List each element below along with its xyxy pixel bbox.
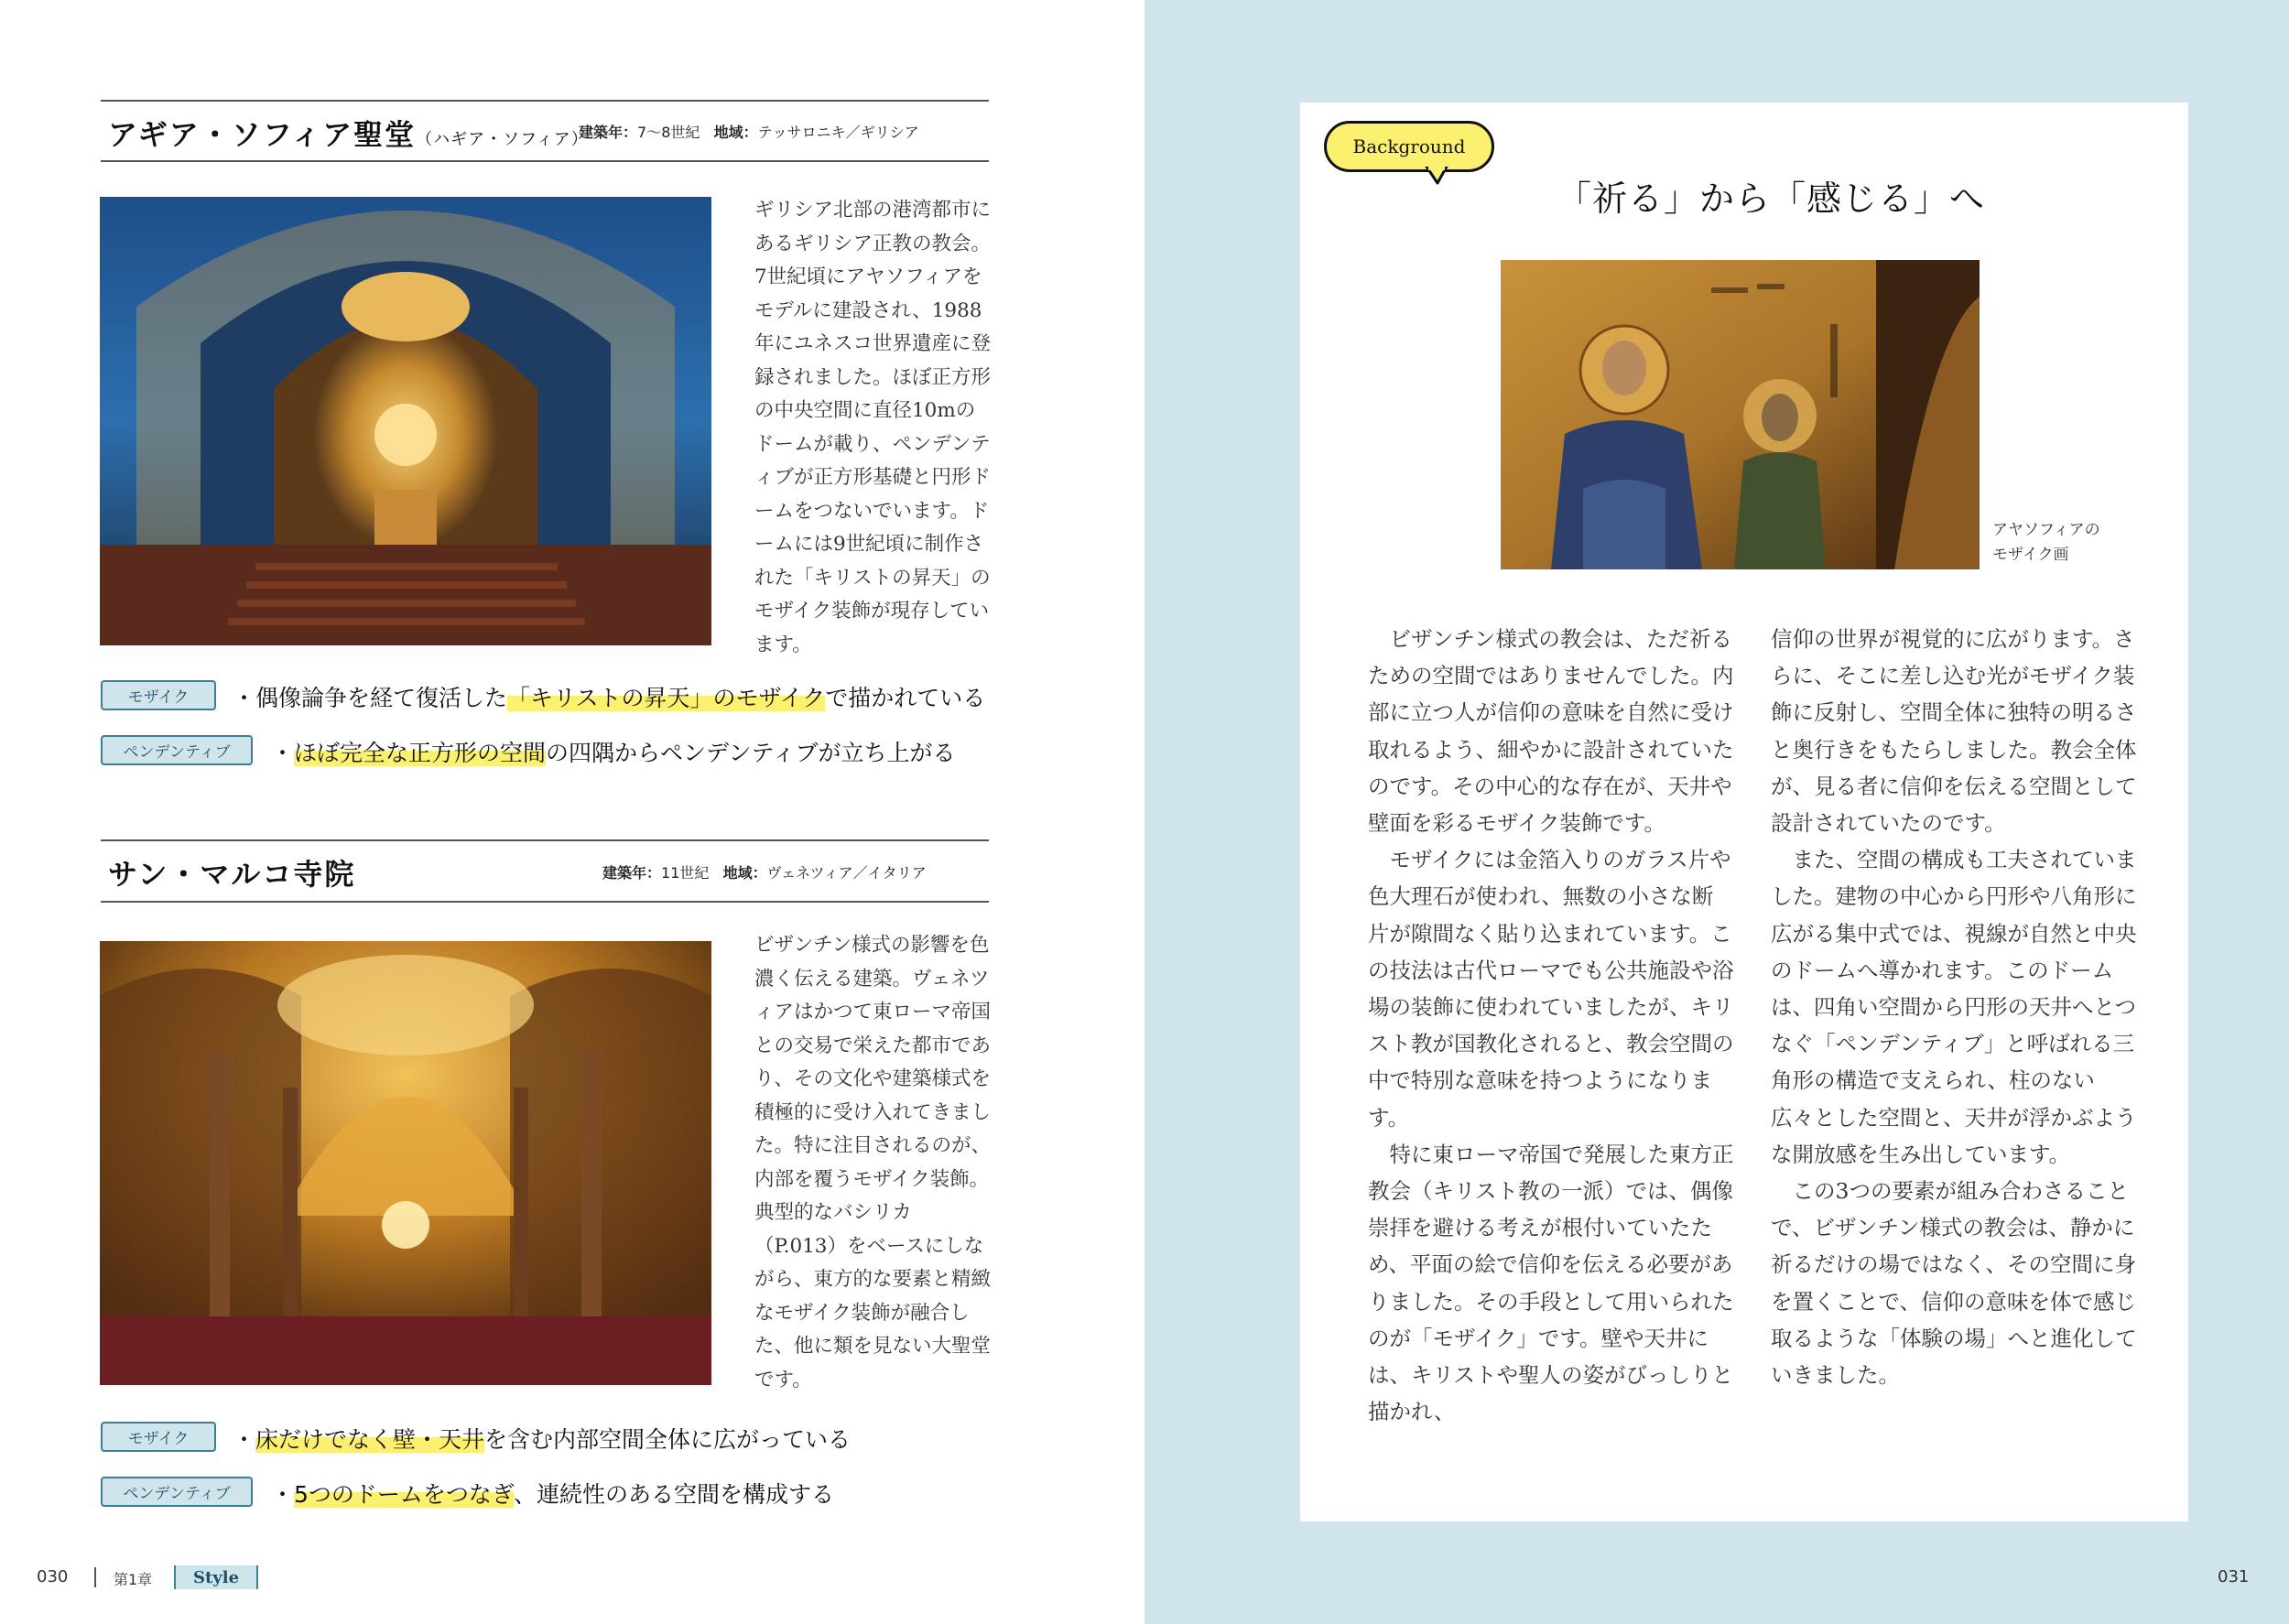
section-meta	[602, 861, 927, 882]
point-highlight: 5つのドームをつなぎ	[294, 1481, 514, 1508]
meta-year-label: 建築年：	[602, 864, 662, 882]
page-number-left: 030	[37, 1567, 69, 1586]
point-text: 、連続性のある空間を構成する	[513, 1481, 834, 1508]
point-highlight: 「キリストの昇天」のモザイク	[507, 685, 826, 711]
title-text: サン・マルコ寺院	[108, 857, 356, 892]
title-text: アギア・ソフィア聖堂	[108, 117, 417, 152]
tag-mosaic: モザイク	[101, 1422, 216, 1452]
essay-paragraph: ビザンチン様式の教会は、ただ祈るための空間ではありませんでした。内部に立つ人が信仰の意味を自然に受け取れるよう、細やかに設計されていたのです。その中心的な存在が、天井や壁面を彩るモザイク装飾です。	[1368, 626, 1734, 837]
section-title	[108, 112, 589, 154]
section-bottom-rule	[101, 901, 989, 903]
point-pendentive	[271, 735, 956, 768]
section-body: ビザンチン様式の影響を色濃く伝える建築。ヴェネツィアはかつて東ローマ帝国との交易で栄えた都市であり、その文化や建築様式を積極的に受け入れてきました。特に注目されるのが、内部を覆うモザイク装飾。典型的なバシリカ（P.013）をベースにしながら、東方的な要素と精緻なモザイク装飾が融合した、他に類を見ない大聖堂です。	[754, 934, 992, 1391]
point-text: ・	[271, 1481, 295, 1508]
page-number-right: 031	[2218, 1567, 2250, 1586]
point-text: の四隅からペンデンティブが立ち上がる	[546, 740, 956, 766]
caption-line: モザイク画	[1992, 546, 2069, 564]
meta-region-label: 地域：	[722, 864, 767, 882]
meta-region-label: 地域：	[713, 124, 758, 141]
essay-paragraph: 信仰の世界が視覚的に広がります。さらに、そこに差し込む光がモザイク装飾に反射し、空間全体に独特の明るさと奥行きをもたらしました。教会全体が、見る者に信仰を伝える空間として設計されていたのです。	[1771, 626, 2137, 837]
point-text: ・	[233, 1426, 256, 1453]
tag-pendentive: ペンデンティブ	[101, 1477, 253, 1507]
chapter-label: 第1章	[114, 1571, 153, 1588]
meta-year-label: 建築年：	[579, 124, 638, 141]
title-subtitle: （ハギア・ソフィア）	[416, 130, 589, 149]
point-highlight: 床だけでなく壁・天井	[255, 1426, 485, 1453]
section-body: ギリシア北部の港湾都市にあるギリシア正教の教会。7世紀頃にアヤソフィアをモデルに建設され、1988年にユネスコ世界遺産に登録されました。ほぼ正方形の中央空間に直径10mのドームが載り、ペンデンティブが正方形基礎と円形ドームをつないでいます。ドームには9世紀頃に制作された「キリストの昇天」のモザイク装飾が現存しています。	[754, 199, 992, 656]
essay-paragraph: また、空間の構成も工夫されていました。建物の中心から円形や八角形に広がる集中式では、視線が自然と中央のドームへ導かれます。このドームは、四角い空間から円形の天井へとつなぐ「ペンデンティブ」と呼ばれる三角形の構造で支えられ、柱のない広々とした空間と、天井が浮かぶような開放感を生み出しています。	[1771, 847, 2137, 1167]
point-text: ・偶像論争を経て復活した	[233, 685, 508, 711]
meta-year: 7〜8世紀	[637, 124, 700, 141]
tag-pendentive: ペンデンティブ	[101, 735, 253, 765]
badge-tail	[1425, 167, 1461, 185]
point-pendentive	[271, 1477, 834, 1510]
background-heading: 「祈る」から「感じる」へ	[1557, 179, 1986, 219]
caption-line: アヤソフィアの	[1992, 521, 2100, 539]
essay-column-2	[1771, 621, 2137, 1393]
photo-caption	[1992, 518, 2100, 568]
point-text: を含む内部空間全体に広がっている	[484, 1426, 852, 1453]
essay-paragraph: この3つの要素が組み合わさることで、ビザンチン様式の教会は、静かに祈るだけの場ではなく、その空間に身を置くことで、信仰の意味を体で感じ取るような「体験の場」へと進化していきました。	[1771, 1178, 2137, 1389]
background-badge: Background	[1324, 121, 1494, 172]
section-meta	[579, 121, 919, 142]
section-title	[108, 851, 355, 893]
folio-divider	[94, 1567, 96, 1587]
essay-paragraph: 特に東ローマ帝国で発展した東方正教会（キリスト教の一派）では、偶像崇拝を避ける考えが根付いていたため、平面の絵で信仰を伝える必要がありました。その手段として用いられたのが「モザイク」です。壁や天井には、キリストや聖人の姿がびっしりと描かれ、	[1368, 1141, 1734, 1425]
point-mosaic	[233, 680, 985, 713]
section-bottom-rule	[101, 160, 989, 162]
meta-region: テッサロニキ／ギリシア	[757, 124, 919, 141]
san-marco-photo	[100, 941, 711, 1385]
essay-column-1	[1368, 621, 1734, 1430]
meta-region: ヴェネツィア／イタリア	[766, 864, 927, 882]
section-top-rule	[101, 839, 989, 841]
section-top-rule	[101, 100, 989, 102]
point-mosaic	[233, 1422, 851, 1455]
meta-year: 11世紀	[661, 864, 710, 882]
style-tab: Style	[174, 1565, 258, 1589]
tag-mosaic: モザイク	[101, 680, 216, 710]
hagia-sophia-mosaic-photo	[1501, 260, 1980, 569]
essay-paragraph: モザイクには金箔入りのガラス片や色大理石が使われ、無数の小さな断片が隙間なく貼り込まれています。この技法は古代ローマでも公共施設や浴場の装飾に使われていましたが、キリスト教が国教化されると、教会空間の中で特別な意味を持つようになります。	[1368, 847, 1734, 1131]
point-text: で描かれている	[825, 685, 986, 711]
point-highlight: ほぼ完全な正方形の空間	[294, 740, 547, 766]
point-text: ・	[271, 740, 295, 766]
hagia-sophia-thessaloniki-photo	[100, 197, 711, 645]
